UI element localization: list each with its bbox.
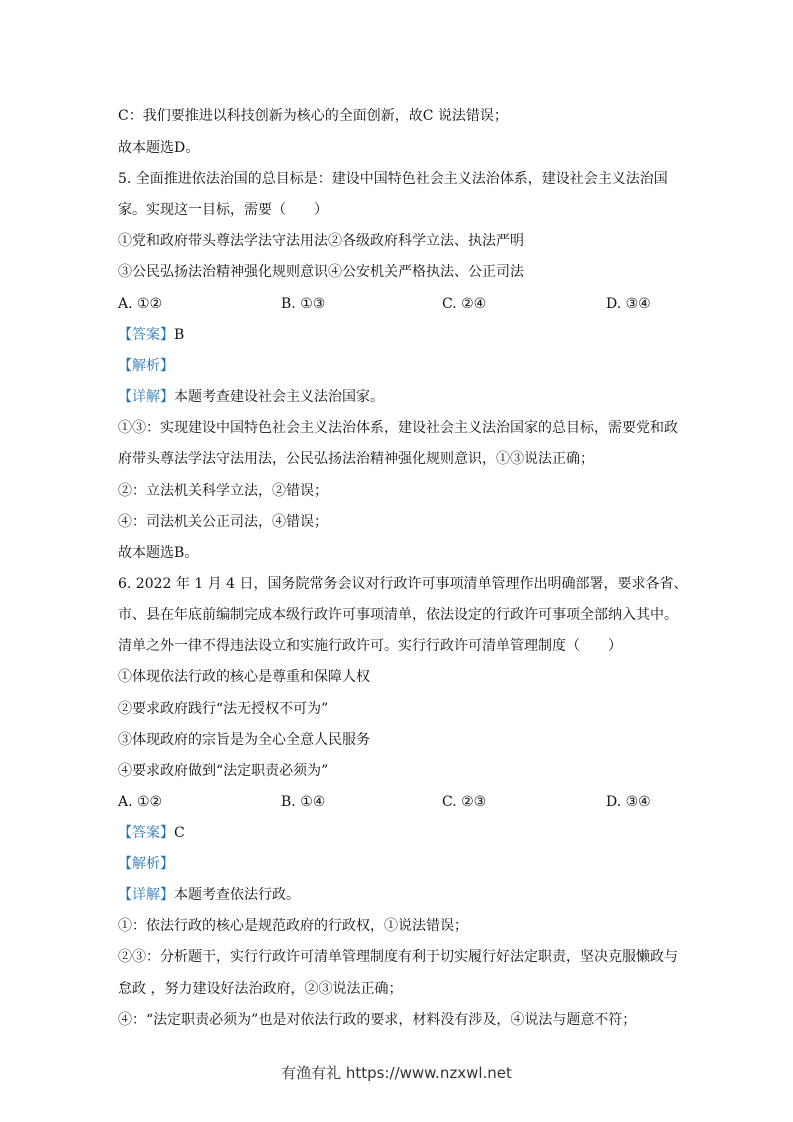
analysis-line bbox=[118, 854, 174, 874]
text-line: ①：依法行政的核心是规范政府的行政权，①说法错误； bbox=[118, 918, 468, 934]
text-line: ②③：分析题干，实行行政许可清单管理制度有利于切实履行好法定职责，坚决克服懒政与 bbox=[118, 949, 678, 965]
question-6-options bbox=[118, 792, 678, 812]
option-d: D. ③④ bbox=[606, 794, 651, 810]
question-6-statement: ①体现依法行政的核心是尊重和保障人权 bbox=[118, 669, 370, 685]
answer-line bbox=[118, 823, 185, 843]
question-6-statement: ②要求政府践行“法无授权不可为” bbox=[118, 701, 329, 717]
text-line: ①③：实现建设中国特色社会主义法治体系，建设社会主义法治国家的总目标，需要党和政 bbox=[118, 420, 678, 436]
question-6-stem: 清单之外一律不得违法设立和实施行政许可。实行行政许可清单管理制度（ ） bbox=[118, 638, 622, 654]
text-line: ②：立法机关科学立法，②错误； bbox=[118, 483, 328, 499]
detail-line bbox=[118, 387, 384, 407]
option-c: C. ②③ bbox=[442, 794, 487, 810]
answer-value: C bbox=[174, 825, 185, 841]
analysis-tag: 【解析】 bbox=[118, 358, 174, 374]
text-line: 故本题选B。 bbox=[118, 545, 199, 561]
answer-line bbox=[118, 325, 184, 345]
text-line: ④：“法定职责必须为”也是对依法行政的要求，材料没有涉及，④说法与题意不符； bbox=[118, 1012, 637, 1028]
question-5-statement: ③公民弘扬法治精神强化规则意识④公安机关严格执法、公正司法 bbox=[118, 264, 524, 280]
text-line: 府带头尊法学法守法用法，公民弘扬法治精神强化规则意识，①③说法正确； bbox=[118, 451, 594, 467]
text-line: 故本题选D。 bbox=[118, 140, 200, 156]
question-6-stem: 6. 2022 年 1 月 4 日，国务院常务会议对行政许可事项清单管理作出明确部署，要求各省、 bbox=[118, 576, 688, 592]
question-6-stem: 市、县在年底前编制完成本级行政许可事项清单，依法设定的行政许可事项全部纳入其中。 bbox=[118, 607, 678, 623]
detail-line bbox=[118, 885, 300, 905]
analysis-tag: 【解析】 bbox=[118, 856, 174, 872]
option-b: B. ①③ bbox=[281, 296, 326, 312]
text-line: ④：司法机关公正司法，④错误； bbox=[118, 514, 328, 530]
option-c: C. ②④ bbox=[442, 296, 487, 312]
detail-text: 本题考查依法行政。 bbox=[174, 887, 300, 903]
question-6-statement: ④要求政府做到“法定职责必须为” bbox=[118, 763, 329, 779]
question-5-options bbox=[118, 294, 678, 314]
option-d: D. ③④ bbox=[606, 296, 651, 312]
option-a: A. ①② bbox=[118, 296, 163, 312]
page-footer: 有渔有礼 https://www.nzxwl.net bbox=[281, 1064, 512, 1082]
question-5-statement: ①党和政府带头尊法学法守法用法②各级政府科学立法、执法严明 bbox=[118, 233, 524, 249]
option-a: A. ①② bbox=[118, 794, 163, 810]
question-6-statement: ③体现政府的宗旨是为全心全意人民服务 bbox=[118, 732, 370, 748]
option-b: B. ①④ bbox=[281, 794, 326, 810]
analysis-line bbox=[118, 356, 174, 376]
question-5-stem: 家。实现这一目标，需要（ ） bbox=[118, 202, 328, 218]
question-5-stem: 5. 全面推进依法治国的总目标是：建设中国特色社会主义法治体系，建设社会主义法治国 bbox=[118, 171, 668, 187]
text-line: C：我们要推进以科技创新为核心的全面创新，故C 说法错误； bbox=[118, 108, 508, 124]
text-line: 怠政 ，努力建设好法治政府，②③说法正确； bbox=[118, 981, 403, 997]
detail-text: 本题考查建设社会主义法治国家。 bbox=[174, 389, 384, 405]
answer-tag: 【答案】 bbox=[118, 825, 174, 841]
detail-tag: 【详解】 bbox=[118, 389, 174, 405]
answer-value: B bbox=[174, 327, 185, 343]
answer-tag: 【答案】 bbox=[118, 327, 174, 343]
detail-tag: 【详解】 bbox=[118, 887, 174, 903]
